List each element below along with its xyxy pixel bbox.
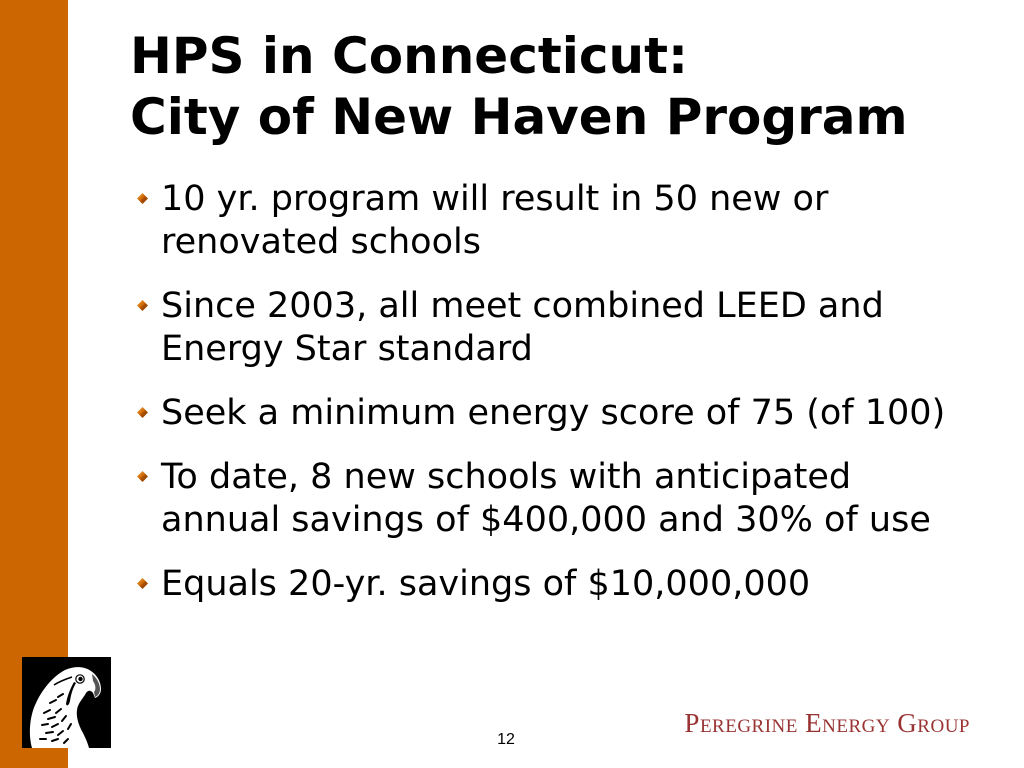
bullet-item <box>161 456 967 542</box>
diamond-bullet-icon <box>137 578 148 589</box>
bullet-item <box>161 392 967 435</box>
bullet-text: 10 yr. program will result in 50 new or renovated schools <box>161 179 829 262</box>
page-number: 12 <box>497 731 515 748</box>
company-name: Peregrine Energy Group <box>684 708 970 738</box>
orange-side-bar <box>0 0 68 768</box>
bullet-item <box>161 563 967 606</box>
title-line-2: City of New Haven Program <box>130 88 908 146</box>
bullet-text: Seek a minimum energy score of 75 (of 100) <box>161 393 946 433</box>
bullet-item <box>161 285 967 371</box>
bullet-list <box>161 178 967 627</box>
slide-title <box>130 26 908 148</box>
diamond-bullet-icon <box>137 471 148 482</box>
title-line-1: HPS in Connecticut: <box>130 27 689 85</box>
peregrine-falcon-logo-icon <box>22 657 111 748</box>
diamond-bullet-icon <box>137 300 148 311</box>
diamond-bullet-icon <box>137 407 148 418</box>
diamond-bullet-icon <box>137 193 148 204</box>
bullet-text: Equals 20-yr. savings of $10,000,000 <box>161 564 811 604</box>
bullet-text: To date, 8 new schools with anticipated annual savings of $400,000 and 30% of use <box>161 457 931 540</box>
bullet-text: Since 2003, all meet combined LEED and Energy Star standard <box>161 286 884 369</box>
bullet-item <box>161 178 967 264</box>
